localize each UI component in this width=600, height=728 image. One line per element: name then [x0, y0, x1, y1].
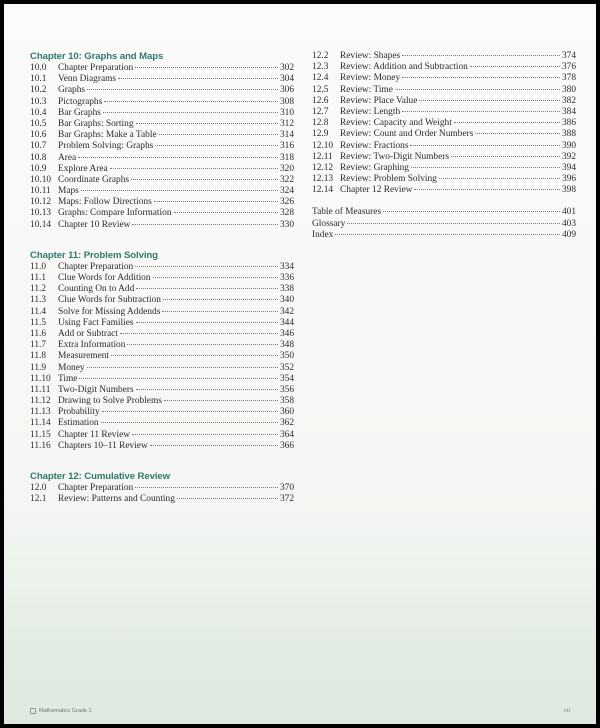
- toc-entry: [30, 85, 294, 96]
- entry-title: Money: [58, 362, 85, 373]
- entry-page-number: 366: [279, 440, 294, 451]
- entry-title: Bar Graphs: [58, 107, 101, 118]
- toc-entry: [30, 418, 294, 429]
- dot-leader: [87, 367, 278, 368]
- entry-title: Using Fact Families: [58, 317, 134, 328]
- entry-title: Chapters 10–11 Review: [58, 440, 148, 451]
- toc-entry: [30, 141, 294, 152]
- entry-number: 11.12: [30, 396, 51, 407]
- entry-number: 10.12: [30, 197, 52, 208]
- entry-page-number: 346: [279, 328, 294, 339]
- entry-title: Chapter Preparation: [58, 63, 134, 73]
- toc-entry: [30, 407, 294, 418]
- dot-leader: [101, 422, 278, 423]
- entry-page-number: 312: [279, 118, 294, 129]
- toc-entry: [30, 494, 294, 505]
- entry-title: Clue Words for Subtraction: [58, 295, 161, 306]
- entry-title: Pictographs: [58, 96, 103, 107]
- toc-entry: [30, 262, 294, 273]
- entry-number: 10.0: [30, 63, 47, 73]
- entry-number: 10.2: [30, 85, 47, 96]
- entry-title: Maps: Follow Directions: [58, 197, 152, 208]
- toc-entry: [30, 307, 294, 318]
- footer-page-number: vii: [563, 708, 570, 714]
- entry-page-number: 362: [279, 418, 294, 429]
- dot-leader: [135, 487, 278, 488]
- entry-title: Maps: [58, 186, 79, 197]
- entry-number: 11.6: [30, 328, 47, 339]
- dot-leader: [419, 100, 560, 101]
- entry-number: 10.1: [30, 74, 47, 85]
- entry-page-number: 388: [561, 129, 576, 140]
- dot-leader: [454, 122, 560, 123]
- entry-number: 10.4: [30, 107, 47, 118]
- entry-page-number: 360: [279, 407, 294, 418]
- entry-page-number: 356: [279, 384, 294, 395]
- entry-page-number: 392: [561, 151, 576, 162]
- entry-page-number: 322: [279, 174, 294, 185]
- entry-title: Add or Subtract: [58, 328, 118, 339]
- dot-leader: [470, 66, 560, 67]
- entry-page-number: 308: [279, 96, 294, 107]
- entry-title: Two-Digit Numbers: [58, 384, 134, 395]
- dot-leader: [410, 145, 559, 146]
- entry-page-number: 394: [561, 162, 576, 173]
- entry-number: 10.9: [30, 163, 47, 174]
- entry-page-number: 374: [561, 51, 576, 61]
- entry-number: 10.14: [30, 219, 52, 230]
- entry-title: Solve for Missing Addends: [58, 306, 161, 317]
- entry-page-number: 370: [279, 483, 294, 493]
- entry-number: 11.8: [30, 351, 47, 362]
- entry-page-number: 334: [279, 261, 294, 272]
- entry-title: Coordinate Graphs: [58, 174, 130, 185]
- dot-leader: [475, 133, 560, 134]
- entry-page-number: 358: [279, 396, 294, 407]
- entry-page-number: 348: [279, 340, 294, 351]
- entry-title: Table of Measures: [312, 207, 382, 218]
- toc-entry: [30, 108, 294, 119]
- book-page: [4, 4, 596, 724]
- entry-page-number: 390: [561, 140, 576, 151]
- entry-page-number: 328: [279, 208, 294, 219]
- entry-page-number: 352: [279, 362, 294, 373]
- entry-page-number: 310: [279, 107, 294, 118]
- entry-number: 12.0: [30, 483, 47, 493]
- entry-number: 10.5: [30, 118, 47, 129]
- dot-leader: [136, 322, 278, 323]
- entry-page-number: 376: [561, 62, 576, 73]
- entry-title: Bar Graphs: Make a Table: [58, 130, 157, 141]
- toc-entry: [30, 130, 294, 141]
- dot-leader: [127, 344, 278, 345]
- entry-page-number: 378: [561, 73, 576, 84]
- toc-entry: [30, 186, 294, 197]
- entry-title: Explore Area: [58, 163, 108, 174]
- entry-page-number: 316: [279, 141, 294, 152]
- entry-title: Review: Shapes: [340, 51, 401, 61]
- dot-leader: [111, 355, 278, 356]
- entry-number: 11.9: [30, 362, 47, 373]
- entry-number: 11.1: [30, 273, 47, 283]
- toc-entry: [30, 175, 294, 186]
- dot-leader: [177, 498, 278, 499]
- entry-title: Review: Place Value: [340, 95, 418, 106]
- toc-entry: [30, 153, 294, 164]
- dot-leader: [402, 111, 560, 112]
- toc-entry: [30, 441, 294, 452]
- toc-entry: [312, 185, 576, 196]
- toc-entry: [312, 152, 576, 163]
- toc-entry: [30, 363, 294, 374]
- dot-leader: [164, 400, 278, 401]
- publisher-logo-icon: [30, 708, 36, 714]
- entry-page-number: 302: [279, 63, 294, 73]
- entry-number: 12.1: [30, 494, 47, 505]
- entry-number: 12.9: [312, 129, 329, 140]
- entry-page-number: 384: [561, 106, 576, 117]
- entry-title: Drawing to Solve Problems: [58, 396, 162, 407]
- chapter-heading: Chapter 11: Problem Solving: [30, 249, 158, 261]
- entry-page-number: 326: [279, 197, 294, 208]
- entry-number: 11.10: [30, 373, 51, 384]
- entry-title: Measurement: [58, 351, 110, 362]
- entry-number: 11.5: [30, 317, 47, 328]
- entry-page-number: 401: [561, 207, 576, 218]
- entry-page-number: 344: [279, 317, 294, 328]
- entry-number: 10.6: [30, 130, 47, 141]
- entry-title: Review: Time: [340, 84, 393, 95]
- entry-page-number: 338: [279, 284, 294, 295]
- entry-page-number: 403: [561, 218, 576, 229]
- chapter-heading: Chapter 10: Graphs and Maps: [30, 51, 164, 62]
- entry-page-number: 372: [279, 494, 294, 505]
- entry-title: Counting On to Add: [58, 284, 135, 295]
- entry-page-number: 409: [561, 229, 576, 240]
- toc-entry: [312, 141, 576, 152]
- toc-entry: [30, 329, 294, 340]
- entry-number: 12.13: [312, 174, 334, 185]
- dot-leader: [154, 201, 278, 202]
- entry-page-number: 314: [279, 130, 294, 141]
- dot-leader: [347, 223, 560, 224]
- entry-number: 11.4: [30, 306, 47, 317]
- entry-page-number: 396: [561, 174, 576, 185]
- dot-leader: [136, 123, 278, 124]
- dot-leader: [110, 168, 278, 169]
- entry-title: Review: Capacity and Weight: [340, 118, 452, 129]
- entry-page-number: 330: [279, 219, 294, 230]
- toc-entry: [312, 51, 576, 62]
- entry-title: Graphs: Compare Information: [58, 208, 172, 219]
- entry-number: 12.6: [312, 95, 329, 106]
- entry-page-number: 386: [561, 118, 576, 129]
- entry-title: Review: Length: [340, 106, 401, 117]
- entry-title: Chapter Preparation: [58, 483, 134, 493]
- toc-entry: [30, 396, 294, 407]
- entry-page-number: 306: [279, 85, 294, 96]
- entry-title: Review: Fractions: [340, 140, 409, 151]
- entry-number: 10.13: [30, 208, 52, 219]
- toc-entry: [312, 207, 576, 218]
- dot-leader: [103, 112, 278, 113]
- toc-entry: [30, 374, 294, 385]
- entry-title: Chapter Preparation: [58, 261, 134, 272]
- entry-page-number: 382: [561, 95, 576, 106]
- left-column: [30, 51, 294, 524]
- toc-entry: [30, 63, 294, 74]
- entry-number: 12.5: [312, 84, 329, 95]
- toc-entry: [312, 85, 576, 96]
- toc-entry: [30, 197, 294, 208]
- entry-page-number: 320: [279, 163, 294, 174]
- entry-page-number: 324: [279, 186, 294, 197]
- dot-leader: [132, 224, 278, 225]
- dot-leader: [132, 434, 278, 435]
- dot-leader: [87, 89, 278, 90]
- entry-page-number: 398: [561, 185, 576, 196]
- entry-number: 10.7: [30, 141, 47, 152]
- entry-title: Review: Graphing: [340, 162, 409, 173]
- toc-entry: [312, 230, 576, 241]
- chapter-heading: Chapter 12: Cumulative Review: [30, 471, 170, 482]
- toc-entry: [312, 129, 576, 140]
- toc-entry: [30, 164, 294, 175]
- toc-entry: [30, 74, 294, 85]
- entry-page-number: 364: [279, 429, 294, 440]
- dot-leader: [131, 179, 278, 180]
- toc-entry: [312, 62, 576, 73]
- toc-entry: [30, 340, 294, 351]
- entry-title: Graphs: [58, 85, 86, 96]
- dot-leader: [153, 277, 278, 278]
- entry-number: 12.2: [312, 51, 329, 61]
- entry-page-number: 304: [279, 74, 294, 85]
- entry-number: 12.4: [312, 73, 329, 84]
- dot-leader: [104, 101, 278, 102]
- entry-number: 11.14: [30, 418, 51, 429]
- dot-leader: [135, 67, 278, 68]
- dot-leader: [78, 157, 278, 158]
- dot-leader: [136, 288, 278, 289]
- dot-leader: [81, 190, 278, 191]
- entry-title: Estimation: [58, 418, 99, 429]
- entry-number: 11.13: [30, 407, 51, 418]
- entry-number: 11.3: [30, 295, 47, 306]
- dot-leader: [402, 55, 560, 56]
- entry-title: Chapter 10 Review: [58, 219, 131, 230]
- toc-entry: [30, 430, 294, 441]
- toc-entry: [312, 163, 576, 174]
- entry-title: Review: Two-Digit Numbers: [340, 151, 450, 162]
- toc-entry: [30, 351, 294, 362]
- toc-entry: [30, 284, 294, 295]
- toc-entry: [30, 220, 294, 231]
- toc-entry: [30, 483, 294, 494]
- entry-title: Clue Words for Addition: [58, 273, 151, 283]
- entry-title: Review: Addition and Subtraction: [340, 62, 468, 73]
- toc-entry: [312, 96, 576, 107]
- entry-title: Index: [312, 229, 334, 240]
- entry-title: Review: Problem Solving: [340, 174, 437, 185]
- entry-number: 12.11: [312, 151, 333, 162]
- entry-number: 12.14: [312, 185, 334, 196]
- entry-title: Glossary: [312, 218, 346, 229]
- toc-entry: [30, 295, 294, 306]
- dot-leader: [383, 211, 560, 212]
- entry-title: Bar Graphs: Sorting: [58, 118, 134, 129]
- entry-number: 10.8: [30, 152, 47, 163]
- toc-entry: [30, 385, 294, 396]
- dot-leader: [102, 411, 278, 412]
- entry-number: 12.8: [312, 118, 329, 129]
- dot-leader: [136, 389, 278, 390]
- entry-page-number: 350: [279, 351, 294, 362]
- toc-entry: [30, 318, 294, 329]
- entry-number: 11.11: [30, 384, 51, 395]
- dot-leader: [163, 299, 278, 300]
- dot-leader: [414, 189, 560, 190]
- entry-title: Chapter 11 Review: [58, 429, 131, 440]
- toc-entry: [30, 273, 294, 284]
- entry-title: Probability: [58, 407, 100, 418]
- dot-leader: [402, 77, 560, 78]
- entry-title: Review: Count and Order Numbers: [340, 129, 474, 140]
- entry-number: 12.10: [312, 140, 334, 151]
- dot-leader: [120, 333, 278, 334]
- chapter-group: [30, 250, 294, 452]
- entry-number: 10.10: [30, 174, 52, 185]
- toc-entry: [312, 107, 576, 118]
- entry-page-number: 318: [279, 152, 294, 163]
- entry-number: 11.16: [30, 440, 51, 451]
- entry-number: 11.0: [30, 261, 47, 272]
- entry-page-number: 342: [279, 306, 294, 317]
- dot-leader: [135, 266, 278, 267]
- entry-number: 12.3: [312, 62, 329, 73]
- dot-leader: [395, 89, 560, 90]
- dot-leader: [174, 212, 278, 213]
- dot-leader: [451, 156, 560, 157]
- chapter-group: [30, 51, 294, 231]
- toc-entry: [30, 208, 294, 219]
- chapter-group: [30, 471, 294, 505]
- dot-leader: [159, 134, 278, 135]
- entry-number: 12.7: [312, 106, 329, 117]
- entry-title: Problem Solving: Graphs: [58, 141, 154, 152]
- entry-title: Review: Money: [340, 73, 401, 84]
- toc-entry: [312, 118, 576, 129]
- entry-title: Chapter 12 Review: [340, 185, 413, 196]
- dot-leader: [79, 378, 277, 379]
- entry-number: 11.15: [30, 429, 51, 440]
- toc-entry: [30, 119, 294, 130]
- dot-leader: [439, 178, 560, 179]
- toc-entry: [312, 73, 576, 84]
- entry-number: 10.11: [30, 186, 51, 197]
- toc-entry: [30, 97, 294, 108]
- dot-leader: [162, 311, 278, 312]
- entry-title: Time: [58, 373, 78, 384]
- footer-publisher: [30, 708, 92, 714]
- entry-number: 12.12: [312, 162, 334, 173]
- right-column: [312, 51, 576, 241]
- dot-leader: [118, 78, 278, 79]
- toc-entry: [312, 174, 576, 185]
- dot-leader: [150, 445, 278, 446]
- entry-page-number: 340: [279, 295, 294, 306]
- entry-number: 11.2: [30, 284, 47, 295]
- entry-number: 11.7: [30, 340, 47, 351]
- entry-title: Review: Patterns and Counting: [58, 494, 175, 505]
- footer-book-title: Mathematics Grade 1: [39, 708, 92, 714]
- toc-entry: [312, 219, 576, 230]
- dot-leader: [411, 167, 560, 168]
- entry-page-number: 380: [561, 84, 576, 95]
- entry-page-number: 336: [279, 273, 294, 283]
- entry-title: Extra Information: [58, 340, 126, 351]
- dot-leader: [335, 234, 560, 235]
- section-spacer: [312, 196, 576, 207]
- entry-title: Venn Diagrams: [58, 74, 117, 85]
- dot-leader: [155, 145, 278, 146]
- entry-page-number: 354: [279, 373, 294, 384]
- entry-number: 10.3: [30, 96, 47, 107]
- entry-title: Area: [58, 152, 77, 163]
